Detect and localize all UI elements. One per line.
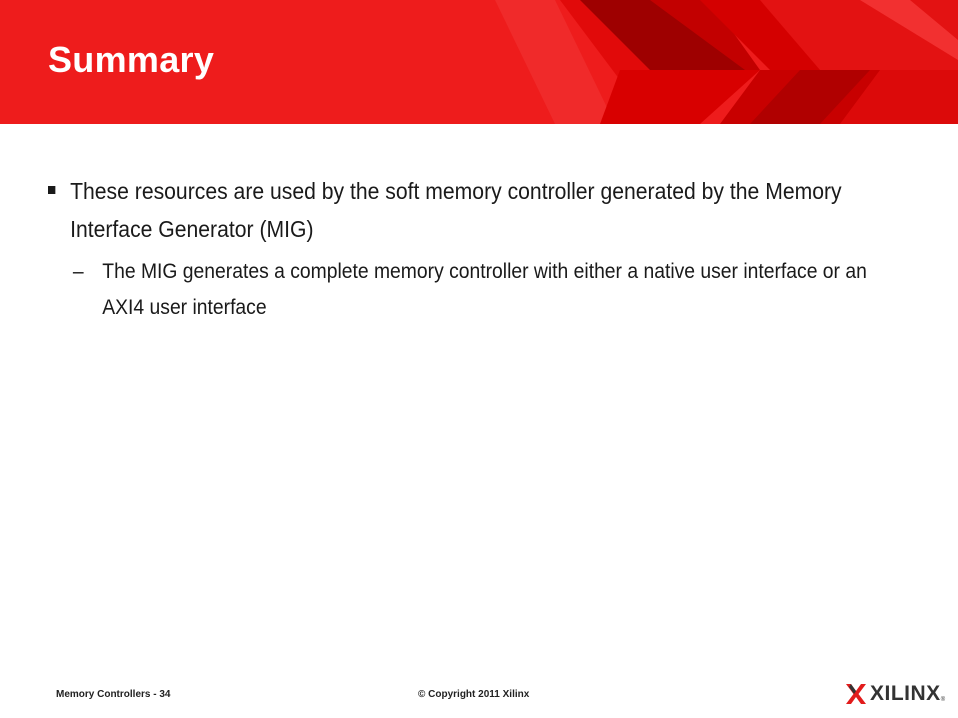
- slide-content: [48, 172, 908, 326]
- bullet-item: [48, 172, 916, 248]
- logo-text: XILINX: [870, 682, 941, 705]
- page-title: Summary: [48, 39, 215, 80]
- footer-copyright: © Copyright 2011 Xilinx: [418, 689, 530, 700]
- bullet-text: These resources are used by the soft memory controller generated by the Memory Interface Generator (MIG): [70, 178, 842, 242]
- sub-bullet-text: The MIG generates a complete memory controller with either a native user interface or an AXI4 user interface: [102, 260, 867, 319]
- sub-bullet-item: [48, 254, 893, 326]
- square-bullet-icon: [48, 186, 55, 194]
- footer-page-label: Memory Controllers - 34: [56, 689, 171, 700]
- xilinx-logo-icon: [846, 684, 866, 704]
- title-banner: [0, 0, 958, 124]
- registered-mark: ®: [940, 697, 946, 703]
- dash-marker: –: [72, 260, 84, 283]
- xilinx-logo: [846, 683, 945, 705]
